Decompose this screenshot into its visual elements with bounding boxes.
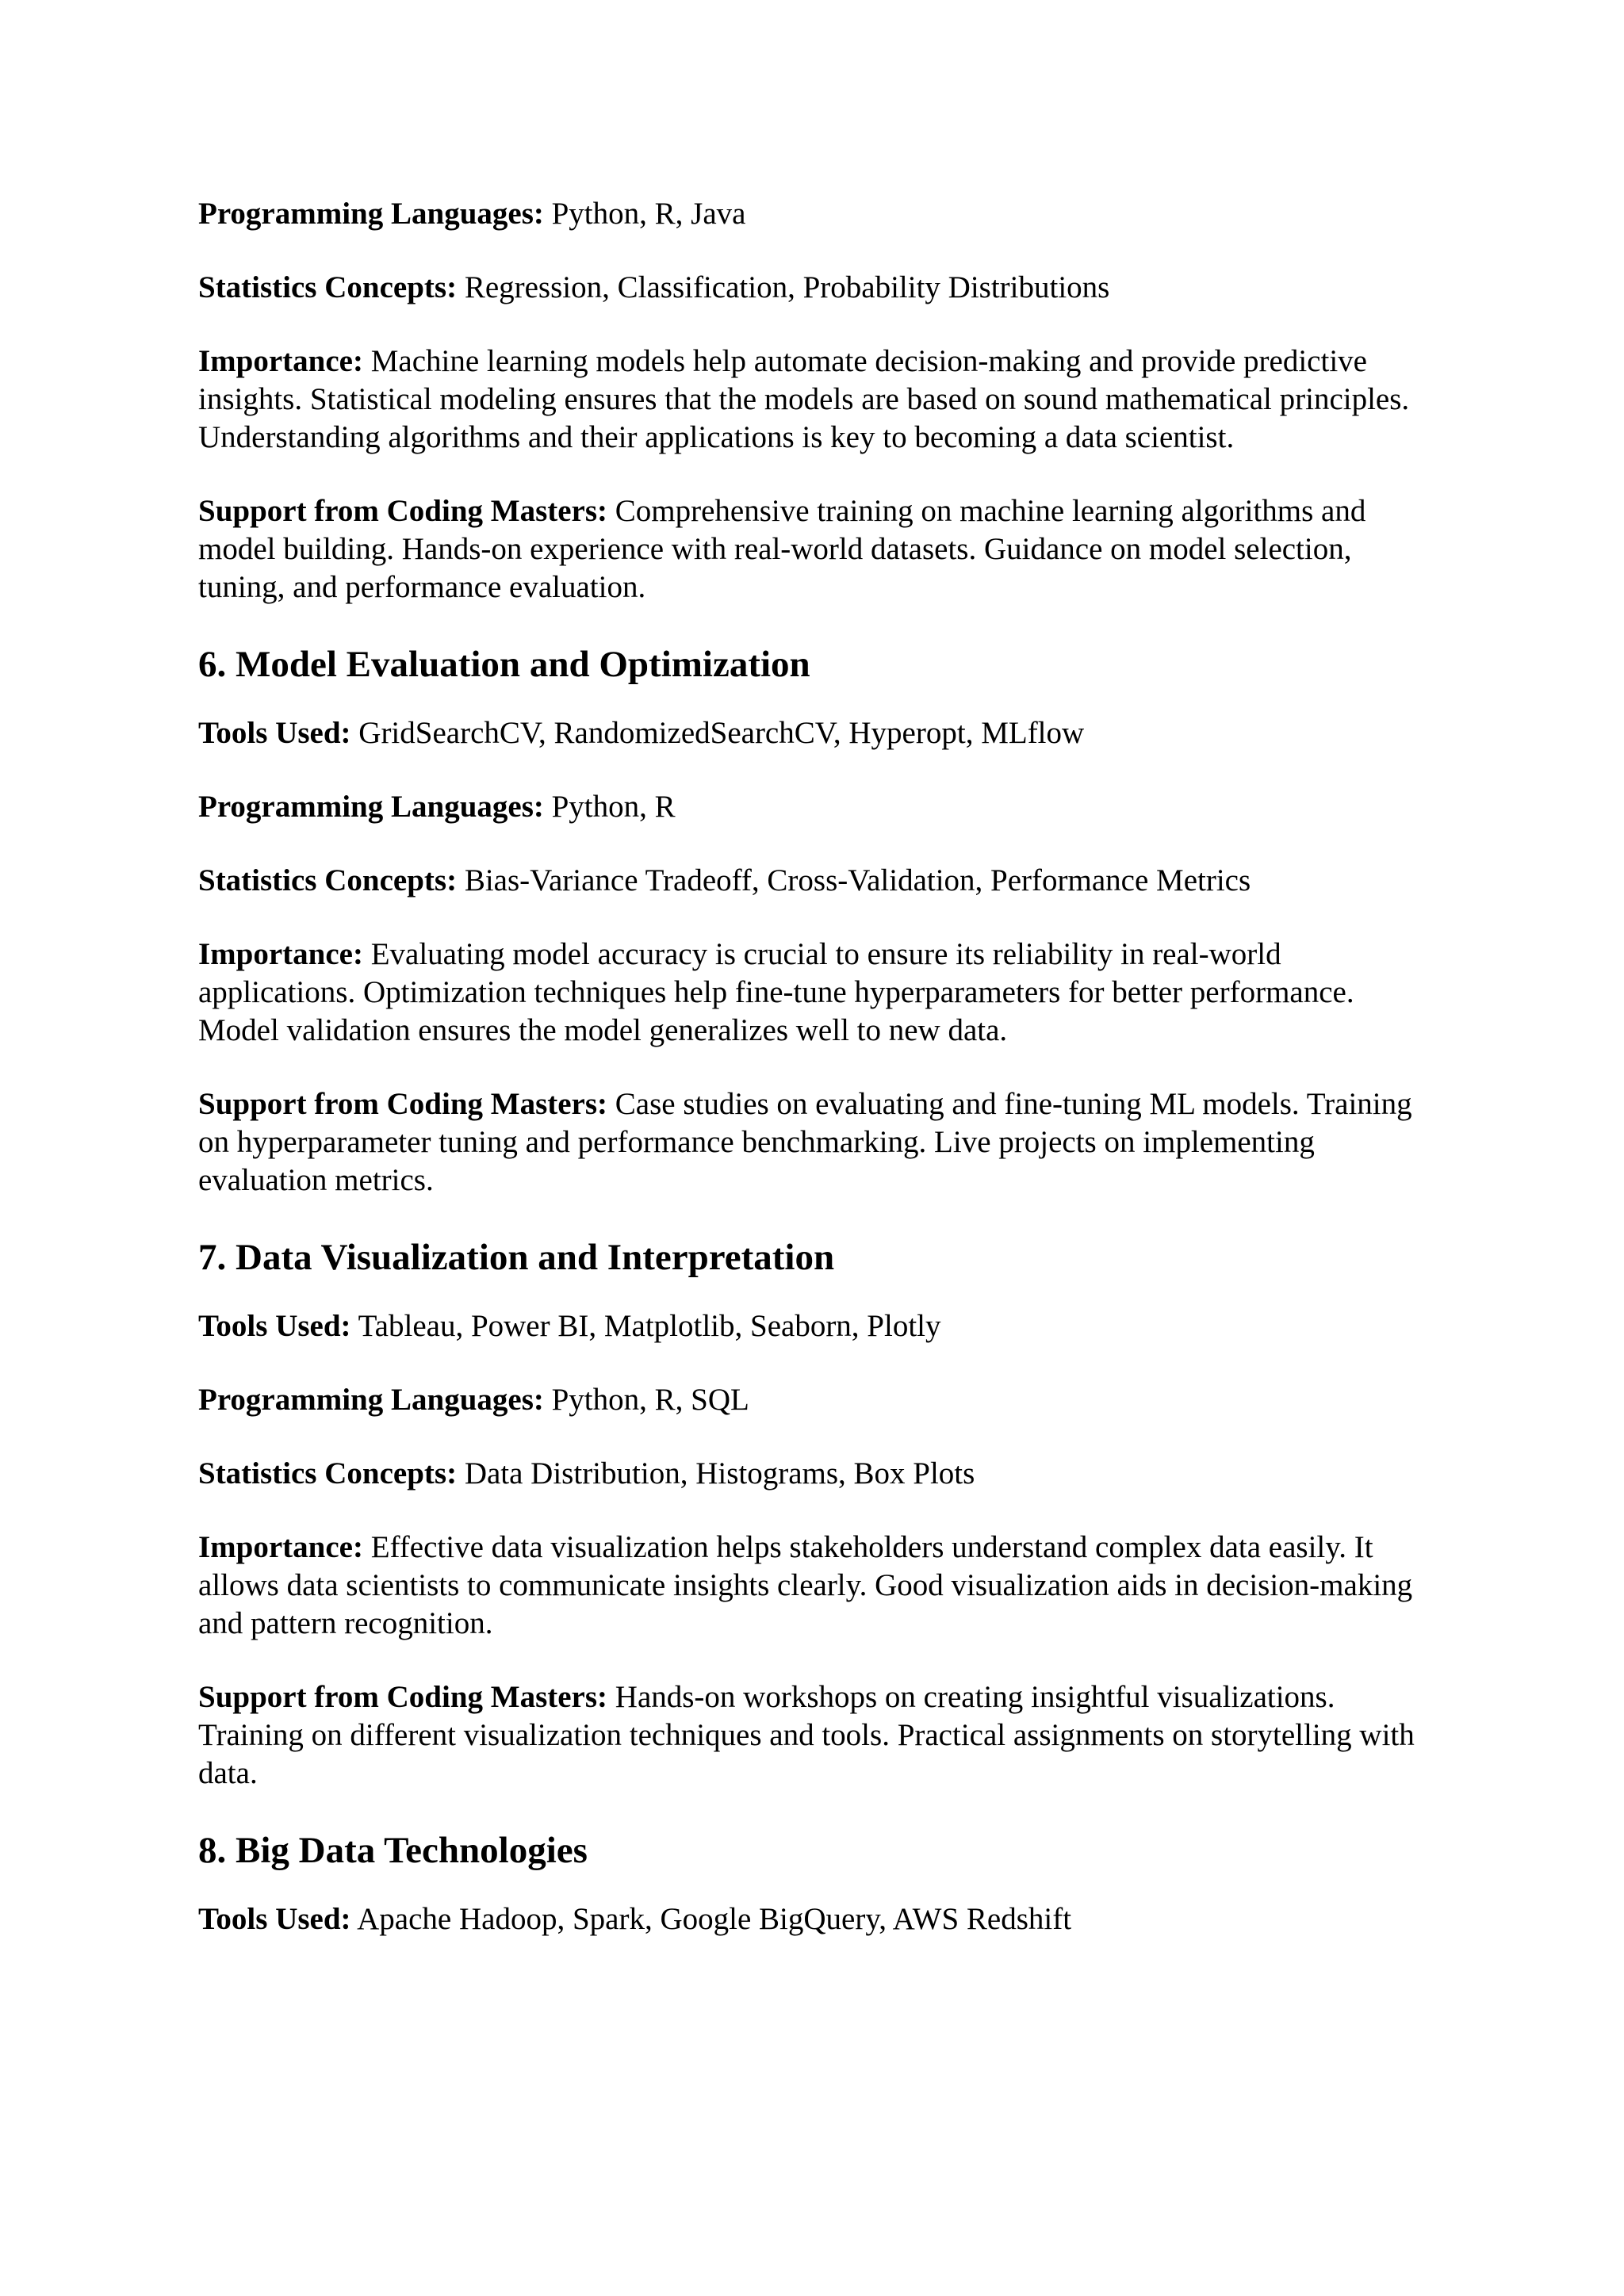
importance-field xyxy=(198,342,1435,457)
statistics-concepts-field xyxy=(198,1455,1435,1493)
field-value: Bias-Variance Tradeoff, Cross-Validation, Performance Metrics xyxy=(464,863,1251,897)
field-label: Statistics Concepts: xyxy=(198,1456,458,1490)
tools-used-field xyxy=(198,1307,1435,1345)
field-label: Importance: xyxy=(198,937,363,971)
field-value: Machine learning models help automate decision-making and provide predictive insights. Statistical modeling ensures that the models are based on sound mathematical principles. Understanding algorithms and their applications is key to becoming a data scientist. xyxy=(198,344,1410,454)
field-label: Importance: xyxy=(198,1530,363,1564)
importance-field xyxy=(198,936,1435,1050)
programming-languages-field xyxy=(198,788,1435,826)
section-heading: 6. Model Evaluation and Optimization xyxy=(198,644,810,685)
field-label: Tools Used: xyxy=(198,1902,351,1936)
field-value: Python, R, SQL xyxy=(551,1383,749,1417)
section-heading: 8. Big Data Technologies xyxy=(198,1830,588,1871)
field-value: Tableau, Power BI, Matplotlib, Seaborn, Plotly xyxy=(358,1309,941,1343)
support-field xyxy=(198,1678,1435,1793)
field-value: Python, R, Java xyxy=(551,197,746,231)
field-value: Data Distribution, Histograms, Box Plots xyxy=(464,1456,975,1490)
field-value: Python, R xyxy=(551,790,676,824)
field-label: Programming Languages: xyxy=(198,1383,544,1417)
field-label: Programming Languages: xyxy=(198,790,544,824)
field-value: Evaluating model accuracy is crucial to ensure its reliability in real-world applications. Optimization techniques help fine-tune hyperparameters for better performance. Model validation ensures the model generalizes well to new data. xyxy=(198,937,1354,1047)
tools-used-field xyxy=(198,1900,1435,1938)
field-value: Regression, Classification, Probability Distributions xyxy=(464,270,1110,304)
field-label: Statistics Concepts: xyxy=(198,270,458,304)
importance-field xyxy=(198,1529,1435,1643)
section-data-visualization xyxy=(198,1234,1435,1793)
field-label: Tools Used: xyxy=(198,716,351,750)
field-label: Programming Languages: xyxy=(198,197,544,231)
statistics-concepts-field xyxy=(198,862,1435,900)
field-value: Hands-on workshops on creating insightful visualizations. Training on different visualization techniques and tools. Practical assignments on storytelling with data. xyxy=(198,1680,1415,1790)
document-page xyxy=(198,195,1435,1976)
statistics-concepts-field xyxy=(198,269,1435,307)
field-label: Support from Coding Masters: xyxy=(198,1087,608,1121)
field-value: Apache Hadoop, Spark, Google BigQuery, AWS Redshift xyxy=(357,1902,1072,1936)
field-label: Support from Coding Masters: xyxy=(198,494,608,528)
field-label: Tools Used: xyxy=(198,1309,351,1343)
section-model-evaluation xyxy=(198,641,1435,1200)
support-field xyxy=(198,492,1435,607)
section-big-data xyxy=(198,1827,1435,1938)
field-label: Support from Coding Masters: xyxy=(198,1680,608,1714)
support-field xyxy=(198,1085,1435,1200)
field-value: Comprehensive training on machine learning algorithms and model building. Hands-on experience with real-world datasets. Guidance on model selection, tuning, and performance evaluation. xyxy=(198,494,1366,604)
field-value: Effective data visualization helps stakeholders understand complex data easily. It allows data scientists to communicate insights clearly. Good visualization aids in decision-making and pattern recognition. xyxy=(198,1530,1413,1640)
field-value: Case studies on evaluating and fine-tuning ML models. Training on hyperparameter tuning and performance benchmarking. Live projects on implementing evaluation metrics. xyxy=(198,1087,1412,1197)
field-value: GridSearchCV, RandomizedSearchCV, Hyperopt, MLflow xyxy=(358,716,1085,750)
programming-languages-field xyxy=(198,1381,1435,1419)
field-label: Importance: xyxy=(198,344,363,378)
section-machine-learning-continued xyxy=(198,195,1435,607)
field-label: Statistics Concepts: xyxy=(198,863,458,897)
programming-languages-field xyxy=(198,195,1435,233)
tools-used-field xyxy=(198,714,1435,752)
section-heading: 7. Data Visualization and Interpretation xyxy=(198,1237,835,1278)
